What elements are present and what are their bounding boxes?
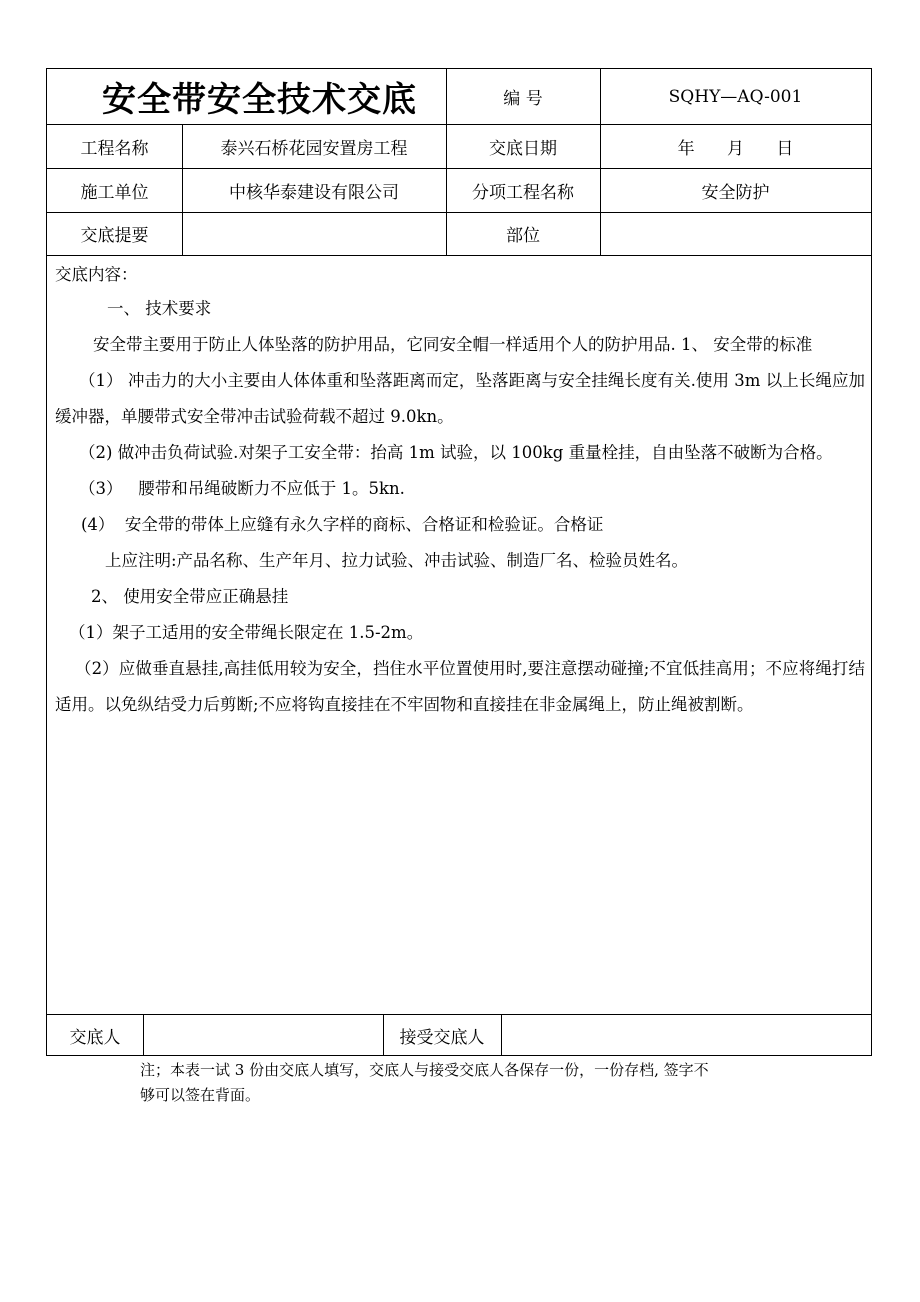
location-value xyxy=(600,212,871,255)
footnote-line: 够可以签在背面。 xyxy=(140,1086,261,1104)
summary-label: 交底提要 xyxy=(80,226,149,246)
content-paragraph: （1） 冲击力的大小主要由人体体重和坠落距离而定，坠落距离与安全挂绳长度有关.使用 3m 以上长绳应加缓冲器，单腰带式安全带冲击试验荷载不超过 9.0kn。 xyxy=(55,371,865,426)
document-title: 安全带安全技术交底 xyxy=(102,80,417,120)
content-section-heading: 2、 使用安全带应正确悬挂 xyxy=(91,587,289,606)
disclosure-content xyxy=(55,259,865,723)
content-paragraph: （2) 做冲击负荷试验.对架子工安全带：抬高 1m 试验，以 100kg 重量栓挂，自由坠落不破断为合格。 xyxy=(79,443,833,462)
sub-project-label: 分项工程名称 xyxy=(472,182,574,203)
footnote xyxy=(140,1058,800,1108)
disclosure-form xyxy=(46,68,872,1056)
disclosure-date-label: 交底日期 xyxy=(489,138,557,159)
giver-signature[interactable] xyxy=(143,1014,383,1056)
footnote-line: 注；本表一试 3 份由交底人填写，交底人与接受交底人各保存一份，一份存档, 签字不 xyxy=(140,1061,709,1079)
content-paragraph: 安全带主要用于防止人体坠落的防护用品，它同安全帽一样适用个人的防护用品. 1、 安全带的标准 xyxy=(93,335,813,354)
project-name-value: 泰兴石桥花园安置房工程 xyxy=(220,138,408,159)
sub-project-value: 安全防护 xyxy=(701,182,770,203)
content-paragraph: （3） 腰带和吊绳破断力不应低于 1。5kn. xyxy=(79,479,405,498)
content-paragraph: （2）应做垂直悬挂,高挂低用较为安全，挡住水平位置使用时,要注意摆动碰撞;不宜低挂高用；不应将绳打结适用。以免纵结受力后剪断;不应将钩直接挂在不牢固物和直接挂在非金属绳上，防止绳被割断。 xyxy=(55,659,865,714)
giver-label: 交底人 xyxy=(69,1027,121,1048)
receiver-label: 接受交底人 xyxy=(399,1027,485,1048)
number-label: 编 号 xyxy=(503,89,543,109)
row-divider xyxy=(47,255,871,256)
location-label: 部位 xyxy=(506,226,540,246)
contractor-label: 施工单位 xyxy=(80,182,149,203)
summary-value xyxy=(182,212,446,255)
content-paragraph: （1）架子工适用的安全带绳长限定在 1.5-2m。 xyxy=(69,623,424,642)
content-paragraph: 上应注明:产品名称、生产年月、拉力试验、冲击试验、制造厂名、检验员姓名。 xyxy=(105,551,689,570)
disclosure-date-value: 年 月 日 xyxy=(677,138,794,159)
project-name-label: 工程名称 xyxy=(80,138,149,159)
contractor-value: 中核华泰建设有限公司 xyxy=(229,182,399,203)
number-value: SQHY—AQ-001 xyxy=(668,86,803,107)
content-paragraph: (4） 安全带的带体上应缝有永久字样的商标、合格证和检验证。合格证 xyxy=(81,515,604,534)
content-section-heading: 一、 技术要求 xyxy=(107,299,212,318)
receiver-signature[interactable] xyxy=(501,1014,871,1056)
content-heading: 交底内容： xyxy=(55,265,138,284)
